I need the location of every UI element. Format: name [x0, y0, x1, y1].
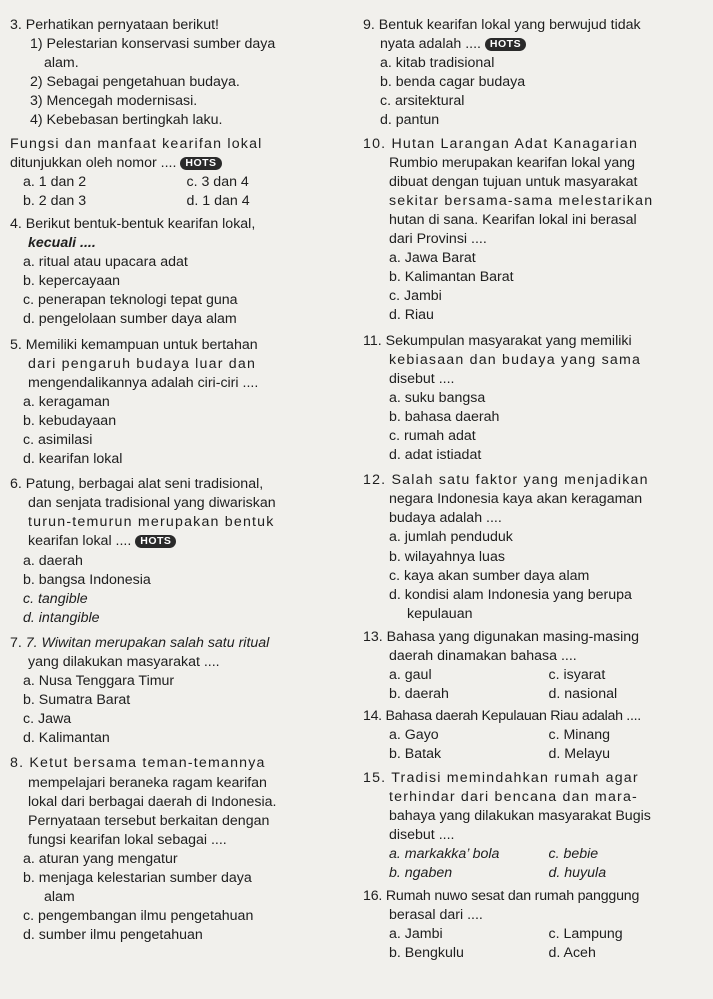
- options: [363, 666, 708, 704]
- option-d[interactable]: d. huyula: [548, 865, 607, 882]
- statement-item: 4) Kebebasan bertingkah laku.: [30, 112, 223, 129]
- option-b[interactable]: b. daerah: [389, 686, 449, 703]
- option-c[interactable]: c. arsitektural: [380, 93, 465, 110]
- option-d[interactable]: d. kearifan lokal: [23, 451, 123, 468]
- statement-item: 3) Mencegah modernisasi.: [30, 93, 198, 110]
- statement-item: 2) Sebagai pengetahuan budaya.: [30, 74, 240, 91]
- question-stem: hutan di sana. Kearifan lokal ini berasal: [389, 211, 637, 228]
- question-stem: Fungsi dan manfaat kearifan lokal: [10, 135, 263, 152]
- question-stem: ditunjukkan oleh nomor .... HOTS: [10, 154, 350, 173]
- left-column: [10, 16, 350, 948]
- option-a[interactable]: a. daerah: [23, 552, 83, 569]
- question-stem: kebiasaan dan budaya yang sama: [389, 351, 642, 368]
- option-d[interactable]: d. kondisi alam Indonesia yang berupa: [389, 586, 632, 603]
- option-b[interactable]: b. wilayahnya luas: [389, 548, 505, 565]
- option-a[interactable]: a. Gayo: [389, 727, 439, 744]
- question-stem: kecuali ....: [28, 235, 96, 252]
- question-stem: 11. Sekumpulan masyarakat yang memiliki: [363, 332, 632, 349]
- question-stem: mengendalikannya adalah ciri-ciri ....: [28, 374, 259, 391]
- statement-item: alam.: [44, 55, 79, 72]
- option-a[interactable]: a. 1 dan 2: [23, 173, 87, 190]
- question-stem: 4. Berikut bentuk-bentuk kearifan lokal,: [10, 215, 256, 232]
- option-b[interactable]: b. bangsa Indonesia: [23, 571, 151, 588]
- options: [363, 845, 708, 883]
- options: [363, 925, 708, 963]
- question-15: [363, 769, 708, 884]
- option-a[interactable]: a. ritual atau upacara adat: [23, 254, 188, 271]
- question-3: [10, 16, 350, 211]
- option-d[interactable]: d. Melayu: [548, 746, 611, 763]
- option-a[interactable]: a. Jawa Barat: [389, 250, 476, 267]
- question-stem: 13. Bahasa yang digunakan masing-masing: [363, 628, 640, 645]
- option-c[interactable]: c. Jambi: [389, 288, 442, 305]
- option-d[interactable]: d. pantun: [380, 112, 440, 129]
- question-stem: daerah dinamakan bahasa ....: [389, 648, 577, 664]
- question-stem: lokal dari berbagai daerah di Indonesia.: [28, 793, 277, 810]
- option-b[interactable]: b. bahasa daerah: [389, 408, 500, 425]
- question-9: [363, 16, 708, 131]
- option-a[interactable]: a. keragaman: [23, 393, 110, 410]
- option-c[interactable]: c. bebie: [548, 845, 599, 862]
- question-stem: 12. Salah satu faktor yang menjadikan: [363, 472, 649, 489]
- option-b[interactable]: b. 2 dan 3: [23, 192, 87, 209]
- option-b[interactable]: b. kebudayaan: [23, 412, 117, 429]
- option-d[interactable]: d. Riau: [389, 307, 434, 324]
- option-d[interactable]: d. intangible: [23, 609, 100, 626]
- option-b[interactable]: b. Bengkulu: [389, 945, 464, 962]
- question-stem: kearifan lokal .... HOTS: [10, 532, 350, 551]
- option-d[interactable]: d. sumber ilmu pengetahuan: [23, 927, 203, 944]
- option-d[interactable]: d. nasional: [548, 686, 618, 703]
- option-b[interactable]: b. Sumatra Barat: [23, 692, 131, 709]
- option-d[interactable]: d. Aceh: [548, 945, 596, 962]
- question-16: [363, 887, 708, 963]
- option-c[interactable]: c. isyarat: [548, 667, 606, 684]
- question-5: [10, 336, 350, 470]
- question-4: [10, 215, 350, 330]
- option-b[interactable]: b. menjaga kelestarian sumber daya: [23, 870, 252, 887]
- question-stem: 16. Rumah nuwo sesat dan rumah panggung: [363, 888, 640, 905]
- question-stem: mempelajari beraneka ragam kearifan: [28, 774, 267, 791]
- question-stem: 9. Bentuk kearifan lokal yang berwujud tidak: [363, 17, 641, 33]
- option-a[interactable]: a. Nusa Tenggara Timur: [23, 673, 175, 690]
- option-c[interactable]: c. pengembangan ilmu pengetahuan: [23, 908, 254, 925]
- option-b[interactable]: b. ngaben: [389, 865, 453, 882]
- question-stem: 14. Bahasa daerah Kepulauan Riau adalah ....: [363, 708, 641, 725]
- question-stem: disebut ....: [389, 826, 455, 843]
- hots-badge: HOTS: [135, 535, 176, 548]
- question-12: [363, 471, 708, 624]
- options: [363, 726, 708, 764]
- option-a[interactable]: a. kitab tradisional: [380, 55, 495, 72]
- question-13: [363, 628, 708, 704]
- question-stem: terhindar dari bencana dan mara-: [389, 788, 638, 805]
- option-c[interactable]: c. Lampung: [548, 926, 623, 943]
- question-stem: budaya adalah ....: [389, 510, 502, 527]
- question-stem: Rumbio merupakan kearifan lokal yang: [389, 154, 636, 171]
- option-c[interactable]: c. penerapan teknologi tepat guna: [23, 292, 238, 309]
- option-c[interactable]: c. rumah adat: [389, 427, 476, 444]
- options: [10, 173, 350, 211]
- question-stem: 10. Hutan Larangan Adat Kanagarian: [363, 135, 639, 152]
- question-stem: dari pengaruh budaya luar dan: [28, 355, 257, 372]
- question-7: [10, 634, 350, 749]
- question-stem: dibuat dengan tujuan untuk masyarakat: [389, 173, 638, 190]
- question-stem: 15. Tradisi memindahkan rumah agar: [363, 769, 639, 786]
- question-stem: fungsi kearifan lokal sebagai ....: [28, 831, 227, 848]
- question-stem: dari Provinsi ....: [389, 231, 487, 248]
- option-c[interactable]: c. kaya akan sumber daya alam: [389, 567, 590, 584]
- question-stem: Pernyataan tersebut berkaitan dengan: [28, 812, 270, 829]
- question-stem: bahaya yang dilakukan masyarakat Bugis: [389, 807, 651, 824]
- option-d[interactable]: d. Kalimantan: [23, 730, 110, 747]
- question-stem: berasal dari ....: [389, 907, 483, 924]
- statement-item: 1) Pelestarian konservasi sumber daya: [30, 36, 276, 53]
- option-c[interactable]: c. Jawa: [23, 711, 72, 728]
- question-10: [363, 135, 708, 326]
- question-stem: negara Indonesia kaya akan keragaman: [389, 491, 643, 508]
- option-d-continued: kepulauan: [407, 605, 473, 622]
- hots-badge: HOTS: [485, 38, 526, 51]
- option-c[interactable]: c. tangible: [23, 590, 88, 607]
- option-b[interactable]: b. kepercayaan: [23, 273, 121, 290]
- option-c[interactable]: c. Minang: [548, 727, 611, 744]
- question-14: [363, 707, 708, 764]
- question-stem: nyata adalah .... HOTS: [363, 35, 708, 54]
- question-11: [363, 332, 708, 466]
- right-column: [363, 16, 708, 967]
- question-stem: sekitar bersama-sama melestarikan: [389, 192, 654, 209]
- option-a[interactable]: a. jumlah penduduk: [389, 529, 513, 546]
- question-stem: 5. Memiliki kemampuan untuk bertahan: [10, 336, 258, 353]
- option-d[interactable]: d. adat istiadat: [389, 447, 482, 464]
- option-a[interactable]: a. markakka’ bola: [389, 845, 500, 862]
- option-b[interactable]: b. Kalimantan Barat: [389, 269, 514, 286]
- question-stem: disebut ....: [389, 370, 455, 387]
- question-stem: turun-temurun merupakan bentuk: [28, 514, 275, 531]
- option-d[interactable]: d. 1 dan 4: [186, 192, 250, 209]
- option-d[interactable]: d. pengelolaan sumber daya alam: [23, 311, 237, 328]
- option-b[interactable]: b. Batak: [389, 746, 442, 763]
- option-c[interactable]: c. 3 dan 4: [186, 173, 249, 190]
- question-stem: dan senjata tradisional yang diwariskan: [28, 495, 276, 512]
- option-c[interactable]: c. asimilasi: [23, 431, 93, 448]
- question-stem: 6. Patung, berbagai alat seni tradisional,: [10, 476, 264, 493]
- option-b-continued: alam: [44, 889, 75, 906]
- option-a[interactable]: a. Jambi: [389, 926, 443, 943]
- option-b[interactable]: b. benda cagar budaya: [380, 74, 526, 91]
- option-a[interactable]: a. suku bangsa: [389, 389, 486, 406]
- hots-badge: HOTS: [180, 157, 221, 170]
- option-a[interactable]: a. gaul: [389, 667, 432, 684]
- option-a[interactable]: a. aturan yang mengatur: [23, 850, 178, 867]
- question-6: [10, 475, 350, 628]
- question-8: [10, 754, 350, 945]
- question-stem: 8. Ketut bersama teman-temannya: [10, 755, 266, 772]
- question-stem: yang dilakukan masyarakat ....: [28, 654, 220, 670]
- question-stem: 3. Perhatikan pernyataan berikut!: [10, 17, 220, 33]
- question-stem: 7. 7. Wiwitan merupakan salah satu ritual: [10, 634, 270, 651]
